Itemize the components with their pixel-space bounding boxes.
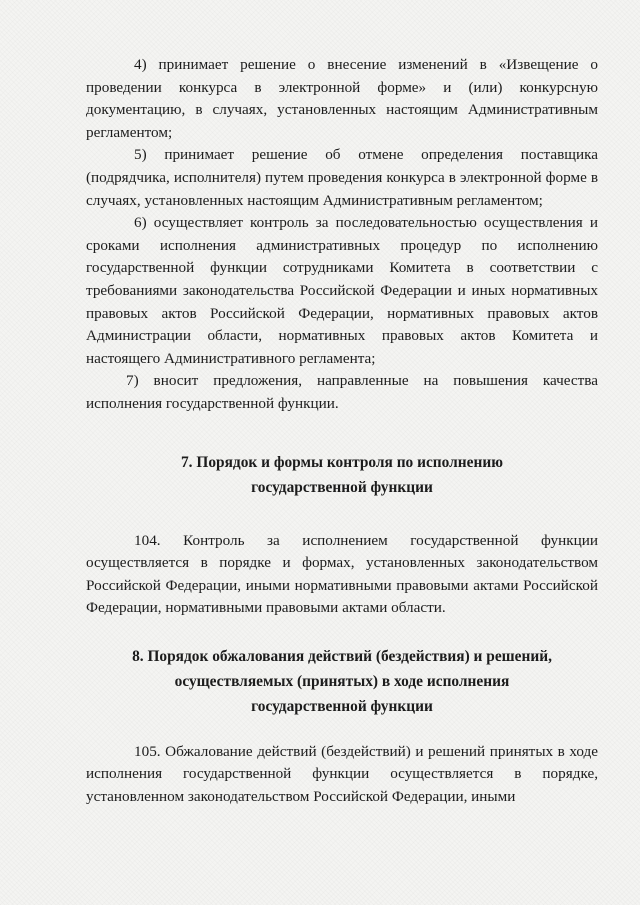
document-body xyxy=(86,54,598,809)
section-8-heading xyxy=(86,644,598,719)
section-8-heading-line-3: государственной функции xyxy=(251,697,433,715)
section-8-heading-line-2: осуществляемых (принятых) в ходе исполнения xyxy=(174,672,510,690)
list-item-4: 4) принимает решение о внесение изменений в «Извещение о проведении конкурса в электронной форме» и (или) конкурсную документацию, в случаях, установленных настоящим Административным регламентом; xyxy=(86,56,598,141)
section-7-heading-line-1: 7. Порядок и формы контроля по исполнению xyxy=(180,453,503,471)
list-item-5: 5) принимает решение об отмене определения поставщика (подрядчика, исполнителя) путем проведения конкурса в электронной форме в случаях, установленных настоящим Административным регламентом; xyxy=(86,146,598,209)
list-item-6: 6) осуществляет контроль за последовательностью осуществления и сроками исполнения административных процедур по исполнению государственной функции сотрудниками Комитета в соответствии с требованиями законодательства Российской Федерации и иных нормативных правовых актов Российской Федерации, нормативных правовых актов Администрации области, нормативных правовых актов Комитета и настоящего Административного регламента; xyxy=(86,214,598,367)
paragraph-104: 104. Контроль за исполнением государственной функции осуществляется в порядке и формах, установленных законодательством Российской Федерации, иными нормативными правовыми актами Российской Федерации, нормативными правовыми актами области. xyxy=(86,531,598,617)
section-7-heading-line-2: государственной функции xyxy=(251,478,433,496)
section-7-heading xyxy=(86,450,598,500)
list-item-7: 7) вносит предложения, направленные на повышения качества исполнения государственной функции. xyxy=(86,372,598,412)
section-8-heading-line-1: 8. Порядок обжалования действий (бездействия) и решений, xyxy=(132,647,552,665)
paragraph-105: 105. Обжалование действий (бездействий) и решений принятых в ходе исполнения государственной функции осуществляется в порядке, установленном законодательством Российской Федерации, иными xyxy=(86,742,598,806)
